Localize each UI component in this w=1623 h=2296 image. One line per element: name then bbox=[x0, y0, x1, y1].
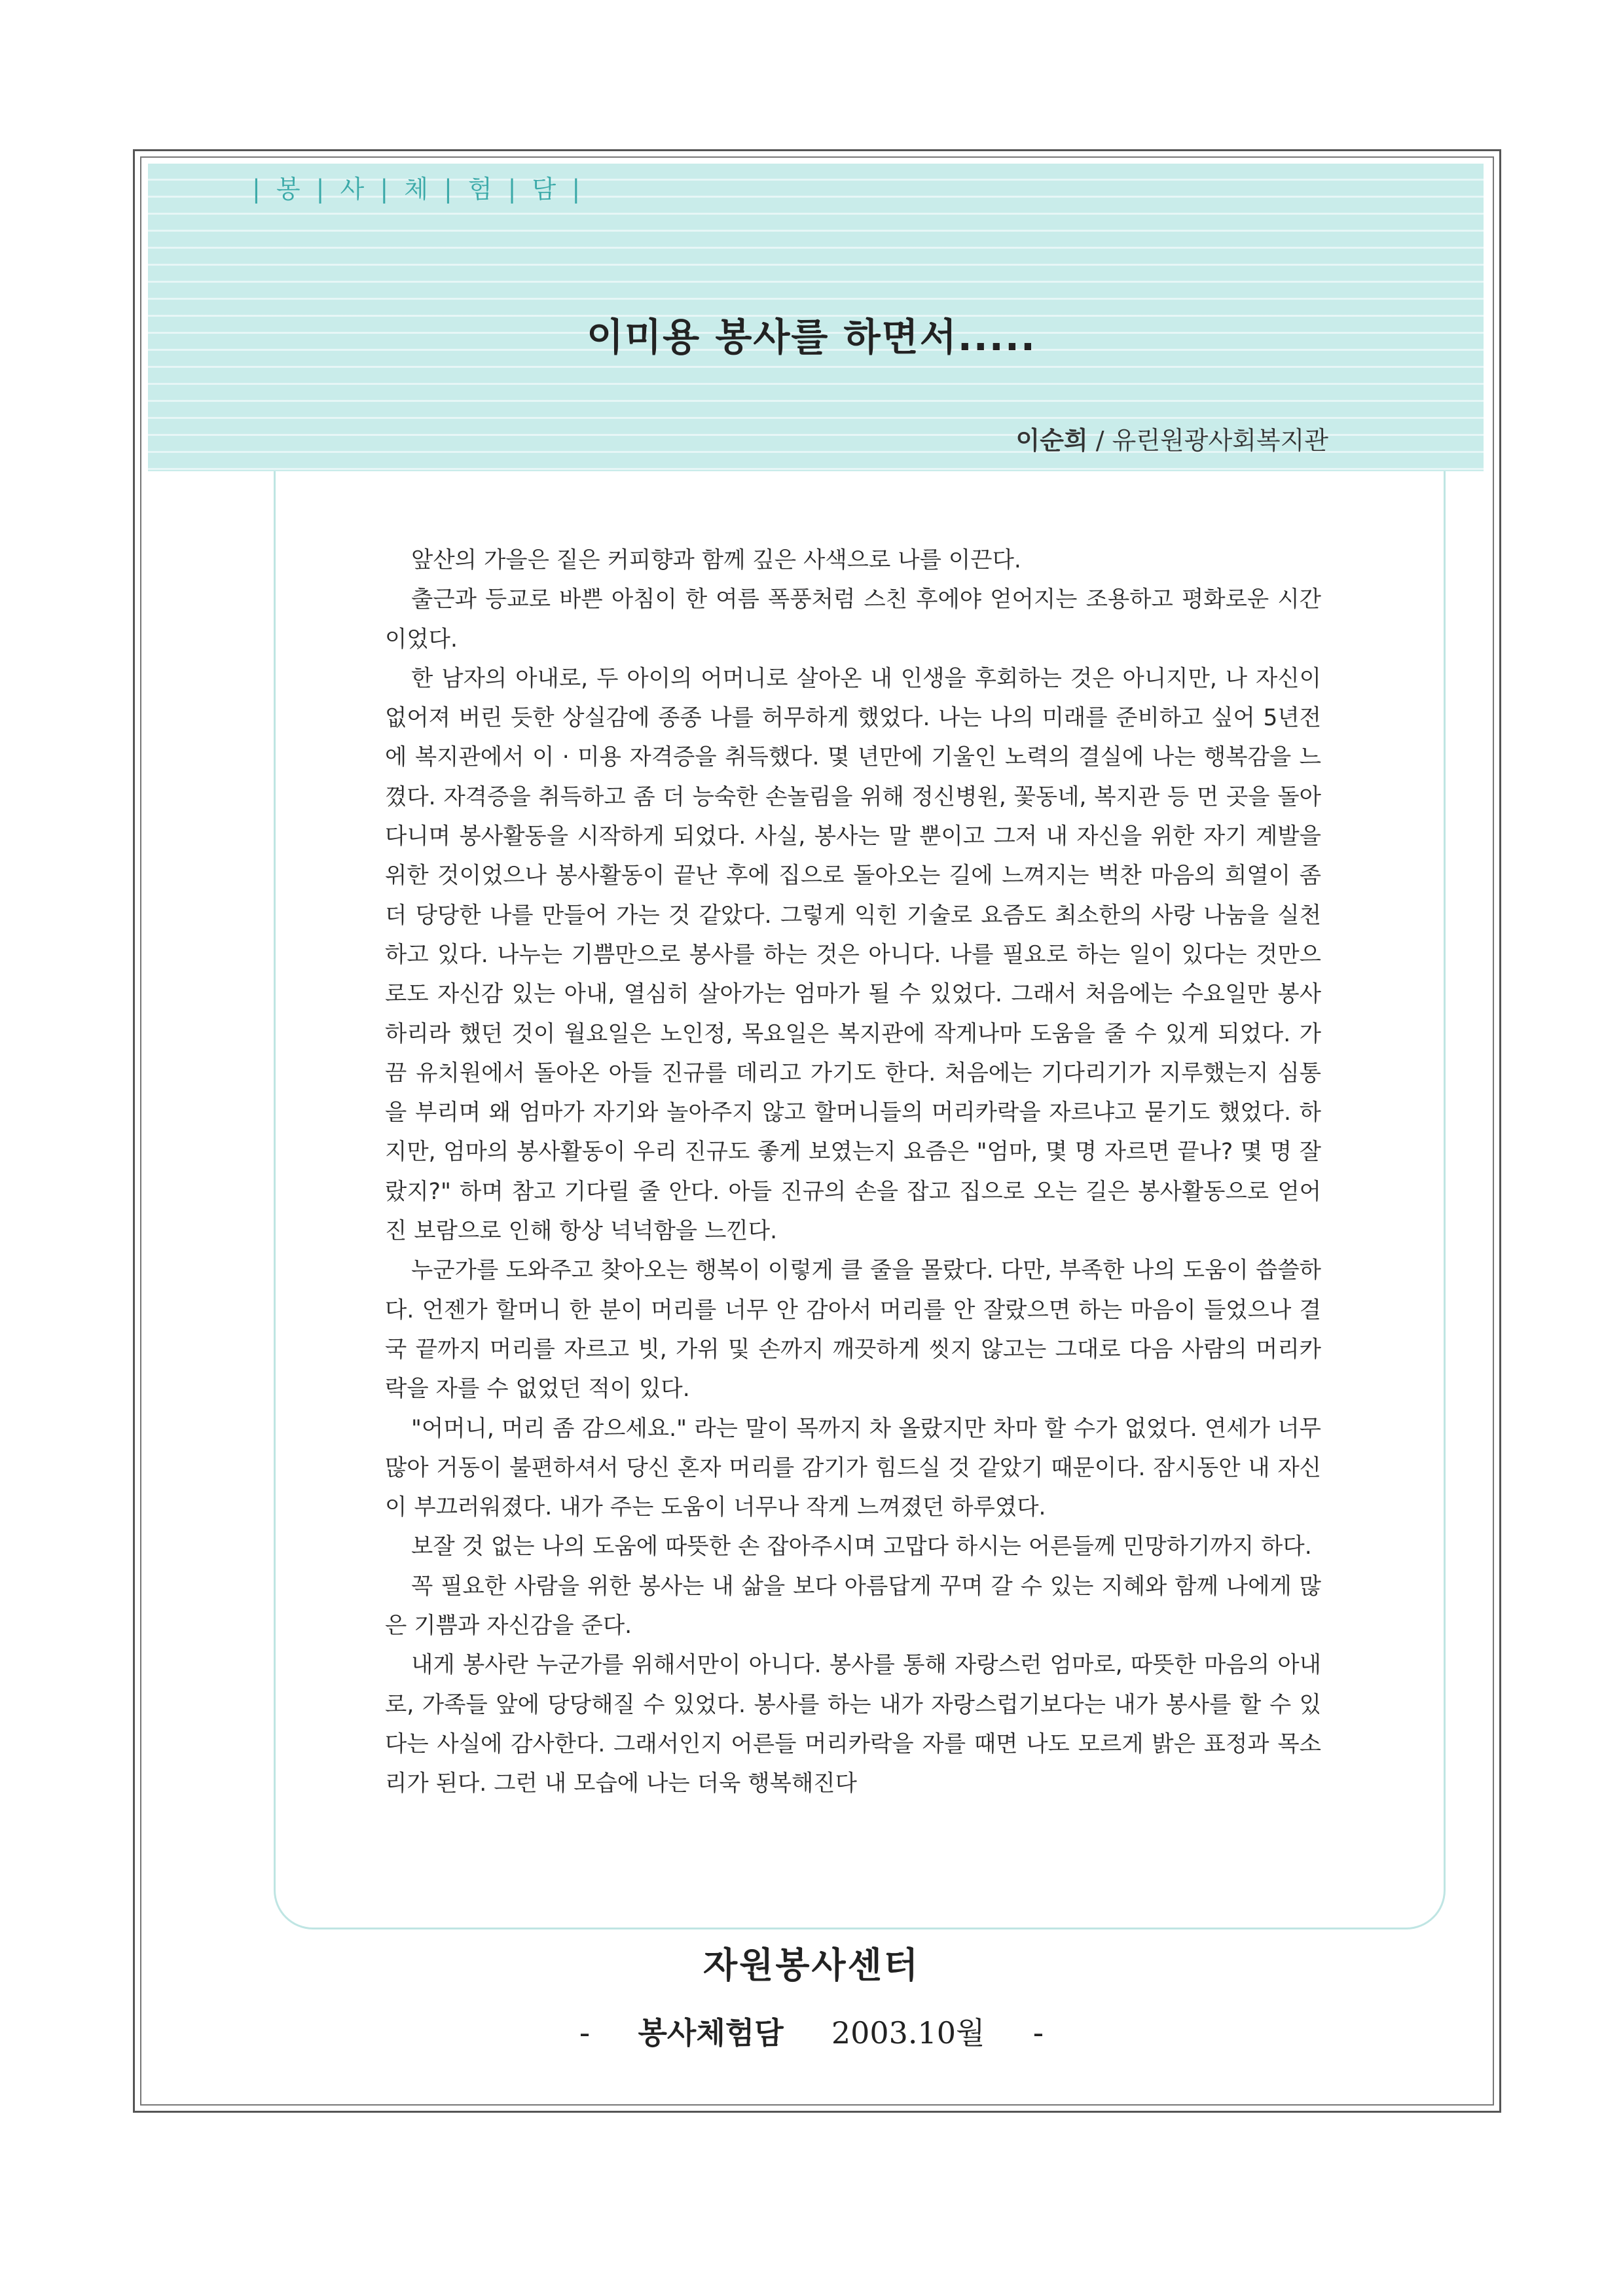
issue-line bbox=[0, 2009, 1623, 2053]
dash-right: - bbox=[1032, 2015, 1044, 2051]
paragraph: 내게 봉사란 누군가를 위해서만이 아니다. 봉사를 통해 자랑스런 엄마로, 따뜻한 마음의 아내로, 가족들 앞에 당당해질 수 있었다. 봉사를 하는 내가 자랑스럽기보다는 내가 봉사를 할 수 있다는 사실에 감사한다. 그래서인지 어른들 머리카락을 자를 때면 나도 모르게 밝은 표정과 목소리가 된다. 그런 내 모습에 나는 더욱 행복해진다 bbox=[385, 1652, 1321, 1797]
article-title: 이미용 봉사를 하면서..... bbox=[587, 315, 1036, 359]
paragraph: 꼭 필요한 사람을 위한 봉사는 내 삶을 보다 아름답게 꾸며 갈 수 있는 지혜와 함께 나에게 많은 기쁨과 자신감을 준다. bbox=[385, 1573, 1321, 1640]
dash-left: - bbox=[579, 2015, 591, 2051]
author-affiliation: 유린원광사회복지관 bbox=[1112, 426, 1328, 455]
byline bbox=[1016, 420, 1328, 456]
paragraph: 출근과 등교로 바쁜 아침이 한 여름 폭풍처럼 스친 후에야 얻어지는 조용하고 평화로운 시간이었다. bbox=[385, 586, 1321, 653]
issue-date: 2003.10월 bbox=[831, 2015, 985, 2051]
author-name: 이순희 bbox=[1015, 426, 1088, 455]
category-tag: | 봉 | 사 | 체 | 험 | 담 | bbox=[252, 175, 585, 204]
paragraph: 한 남자의 아내로, 두 아이의 어머니로 살아온 내 인생을 후회하는 것은 아니지만, 나 자신이 없어져 버린 듯한 상실감에 종종 나를 허무하게 했었다. 나는 나의 미래를 준비하고 싶어 5년전에 복지관에서 이 · 미용 자격증을 취득했다. 몇 년만에 기울인 노력의 결실에 나는 행복감을 느꼈다. 자격증을 취득하고 좀 더 능숙한 손놀림을 위해 정신병원, 꽃동네, 복지관 등 먼 곳을 돌아다니며 봉사활동을 시작하게 되었다. 사실, 봉사는 말 뿐이고 그저 내 자신을 위한 자기 계발을 위한 것이었으나 봉사활동이 끝난 후에 집으로 돌아오는 길에 느껴지는 벅찬 마음의 희열이 좀 더 당당한 나를 만들어 가는 것 같았다. 그렇게 익힌 기술로 요즘도 최소한의 사랑 나눔을 실천하고 있다. 나누는 기쁨만으로 봉사를 하는 것은 아니다. 나를 필요로 하는 일이 있다는 것만으로도 자신감 있는 아내, 열심히 살아가는 엄마가 될 수 있었다. 그래서 처음에는 수요일만 봉사하리라 했던 것이 월요일은 노인정, 목요일은 복지관에 작게나마 도움을 줄 수 있게 되었다. 가끔 유치원에서 돌아온 아들 진규를 데리고 가기도 한다. 처음에는 기다리기가 지루했는지 심통을 부리며 왜 엄마가 자기와 놀아주지 않고 할머니들의 머리카락을 자르냐고 묻기도 했었다. 하지만, 엄마의 봉사활동이 우리 진규도 좋게 보였는지 요즘은 "엄마, 몇 명 자르면 끝나? 몇 명 잘랐지?" 하며 참고 기다릴 줄 안다. 아들 진규의 손을 잡고 집으로 오는 길은 봉사활동으로 얻어진 보람으로 인해 항상 넉넉함을 느낀다. bbox=[385, 665, 1321, 1245]
byline-separator: / bbox=[1087, 426, 1112, 455]
article-body bbox=[385, 541, 1321, 1804]
section-label: 봉사체험담 bbox=[638, 2015, 784, 2051]
paragraph: 앞산의 가을은 짙은 커피향과 함께 깊은 사색으로 나를 이끈다. bbox=[411, 547, 1021, 573]
paragraph: 누군가를 도와주고 찾아오는 행복이 이렇게 클 줄을 몰랐다. 다만, 부족한 나의 도움이 씁쓸하다. 언젠가 할머니 한 분이 머리를 너무 안 감아서 머리를 안 잘랐으면 하는 마음이 들었으나 결국 끝까지 머리를 자르고 빗, 가위 및 손까지 깨끗하게 씻지 않고는 그대로 다음 사람의 머리카락을 자를 수 없었던 적이 있다. bbox=[385, 1257, 1321, 1403]
paragraph: 보잘 것 없는 나의 도움에 따뜻한 손 잡아주시며 고맙다 하시는 어른들께 민망하기까지 하다. bbox=[411, 1534, 1312, 1560]
organization-name: 자원봉사센터 bbox=[703, 1945, 920, 1986]
paragraph: "어머니, 머리 좀 감으세요." 라는 말이 목까지 차 올랐지만 차마 할 수가 없었다. 연세가 너무 많아 거동이 불편하셔서 당신 혼자 머리를 감기가 힘드실 것 같았기 때문이다. 잠시동안 내 자신이 부끄러워졌다. 내가 주는 도움이 너무나 작게 느껴졌던 하루였다. bbox=[385, 1415, 1321, 1521]
